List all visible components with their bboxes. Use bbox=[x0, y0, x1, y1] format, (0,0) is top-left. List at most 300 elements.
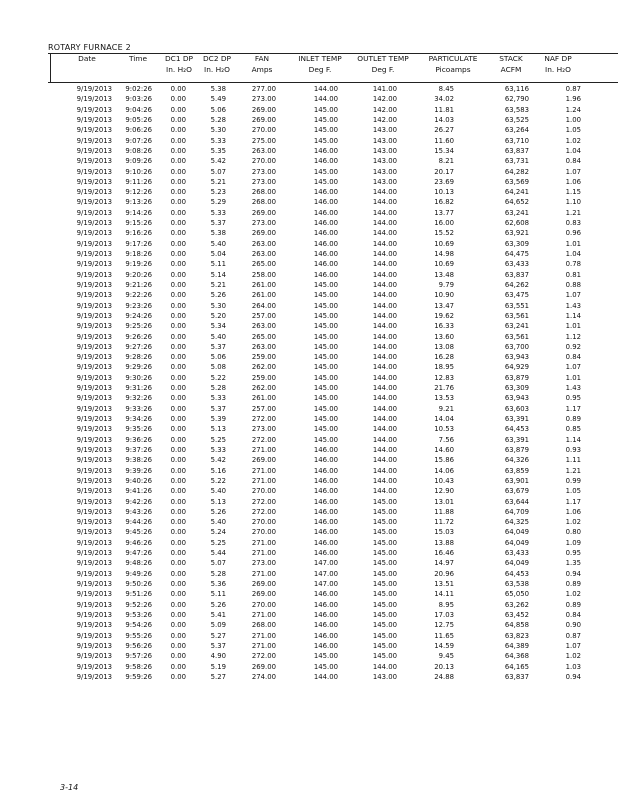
cell-dc2-dp: 5.28 bbox=[210, 115, 226, 124]
cell-particulate: 16.82 bbox=[434, 198, 454, 207]
cell-outlet-temp: 144.00 bbox=[372, 425, 397, 434]
cell-outlet-temp: 143.00 bbox=[372, 136, 397, 145]
table-row bbox=[0, 301, 618, 311]
cell-outlet-temp: 144.00 bbox=[372, 662, 397, 671]
cell-date: 9/19/2013 bbox=[76, 301, 112, 310]
cell-date: 9/19/2013 bbox=[76, 270, 112, 279]
cell-time: 9:35:26 bbox=[125, 425, 152, 434]
cell-date: 9/19/2013 bbox=[76, 332, 112, 341]
cell-date: 9/19/2013 bbox=[76, 188, 112, 197]
cell-stack-acfm: 63,943 bbox=[504, 394, 529, 403]
cell-date: 9/19/2013 bbox=[76, 652, 112, 661]
cell-particulate: 17.03 bbox=[434, 610, 454, 619]
cell-naf-dp: 0.94 bbox=[565, 672, 581, 681]
cell-particulate: 15.52 bbox=[434, 229, 454, 238]
cell-dc1-dp: 0.00 bbox=[170, 311, 186, 320]
cell-dc1-dp: 0.00 bbox=[170, 353, 186, 362]
cell-inlet-temp: 146.00 bbox=[313, 208, 338, 217]
cell-naf-dp: 0.94 bbox=[565, 569, 581, 578]
cell-outlet-temp: 145.00 bbox=[372, 507, 397, 516]
cell-outlet-temp: 144.00 bbox=[372, 250, 397, 258]
cell-dc1-dp: 0.00 bbox=[170, 672, 186, 681]
cell-outlet-temp: 144.00 bbox=[372, 342, 397, 351]
cell-dc2-dp: 5.26 bbox=[210, 600, 226, 609]
cell-time: 9:04:26 bbox=[125, 105, 152, 114]
table-row bbox=[0, 146, 618, 156]
cell-dc1-dp: 0.00 bbox=[170, 559, 186, 568]
cell-dc2-dp: 5.08 bbox=[210, 363, 226, 372]
cell-date: 9/19/2013 bbox=[76, 518, 112, 527]
cell-stack-acfm: 64,858 bbox=[504, 621, 529, 630]
cell-stack-acfm: 63,309 bbox=[504, 384, 529, 393]
cell-date: 9/19/2013 bbox=[76, 559, 112, 568]
table-row bbox=[0, 156, 618, 166]
cell-inlet-temp: 145.00 bbox=[313, 177, 338, 186]
cell-date: 9/19/2013 bbox=[76, 239, 112, 248]
cell-stack-acfm: 64,929 bbox=[504, 363, 529, 372]
cell-outlet-temp: 145.00 bbox=[372, 621, 397, 630]
cell-outlet-temp: 142.00 bbox=[372, 105, 397, 114]
cell-particulate: 11.65 bbox=[434, 631, 454, 640]
cell-dc2-dp: 5.21 bbox=[210, 177, 226, 186]
cell-time: 9:03:26 bbox=[125, 95, 152, 104]
cell-inlet-temp: 146.00 bbox=[313, 641, 338, 650]
cell-naf-dp: 1.01 bbox=[565, 322, 581, 331]
cell-naf-dp: 1.14 bbox=[565, 311, 581, 320]
cell-dc1-dp: 0.00 bbox=[170, 95, 186, 104]
cell-dc1-dp: 0.00 bbox=[170, 466, 186, 475]
cell-particulate: 10.53 bbox=[434, 425, 454, 434]
cell-dc2-dp: 5.30 bbox=[210, 301, 226, 310]
cell-outlet-temp: 144.00 bbox=[372, 291, 397, 300]
cell-dc1-dp: 0.00 bbox=[170, 239, 186, 248]
cell-inlet-temp: 145.00 bbox=[313, 353, 338, 362]
cell-naf-dp: 1.02 bbox=[565, 518, 581, 527]
cell-stack-acfm: 63,262 bbox=[504, 600, 529, 609]
cell-particulate: 21.76 bbox=[434, 384, 454, 393]
cell-naf-dp: 0.89 bbox=[565, 600, 581, 609]
cell-particulate: 10.69 bbox=[434, 260, 454, 269]
cell-naf-dp: 1.43 bbox=[565, 301, 581, 310]
cell-stack-acfm: 63,879 bbox=[504, 445, 529, 454]
cell-outlet-temp: 144.00 bbox=[372, 198, 397, 207]
cell-fan-amps: 273.00 bbox=[251, 167, 276, 176]
cell-date: 9/19/2013 bbox=[76, 177, 112, 186]
cell-inlet-temp: 146.00 bbox=[313, 260, 338, 269]
cell-inlet-temp: 145.00 bbox=[313, 136, 338, 145]
header-fan: FAN Amps bbox=[251, 54, 273, 74]
cell-outlet-temp: 142.00 bbox=[372, 115, 397, 124]
cell-time: 9:31:26 bbox=[125, 384, 152, 393]
cell-date: 9/19/2013 bbox=[76, 126, 112, 135]
cell-outlet-temp: 145.00 bbox=[372, 610, 397, 619]
cell-particulate: 13.53 bbox=[434, 394, 454, 403]
cell-inlet-temp: 146.00 bbox=[313, 507, 338, 516]
cell-naf-dp: 0.95 bbox=[565, 549, 581, 558]
cell-dc2-dp: 5.11 bbox=[210, 260, 226, 269]
cell-date: 9/19/2013 bbox=[76, 394, 112, 403]
cell-dc2-dp: 5.26 bbox=[210, 291, 226, 300]
cell-fan-amps: 257.00 bbox=[251, 311, 276, 320]
cell-date: 9/19/2013 bbox=[76, 631, 112, 640]
cell-date: 9/19/2013 bbox=[76, 476, 112, 485]
cell-date: 9/19/2013 bbox=[76, 95, 112, 104]
cell-stack-acfm: 63,901 bbox=[504, 476, 529, 485]
cell-dc2-dp: 5.24 bbox=[210, 528, 226, 537]
cell-dc2-dp: 5.22 bbox=[210, 476, 226, 485]
cell-inlet-temp: 146.00 bbox=[313, 229, 338, 238]
cell-fan-amps: 261.00 bbox=[251, 394, 276, 403]
cell-stack-acfm: 63,583 bbox=[504, 105, 529, 114]
cell-outlet-temp: 144.00 bbox=[372, 476, 397, 485]
cell-date: 9/19/2013 bbox=[76, 415, 112, 423]
cell-outlet-temp: 144.00 bbox=[372, 301, 397, 310]
cell-inlet-temp: 145.00 bbox=[313, 332, 338, 341]
cell-dc2-dp: 5.06 bbox=[210, 105, 226, 114]
cell-naf-dp: 1.02 bbox=[565, 652, 581, 661]
cell-particulate: 13.47 bbox=[434, 301, 454, 310]
cell-inlet-temp: 145.00 bbox=[313, 435, 338, 444]
cell-fan-amps: 271.00 bbox=[251, 466, 276, 475]
cell-dc2-dp: 5.42 bbox=[210, 456, 226, 465]
cell-inlet-temp: 145.00 bbox=[313, 301, 338, 310]
table-row bbox=[0, 125, 618, 135]
cell-inlet-temp: 145.00 bbox=[313, 291, 338, 300]
cell-stack-acfm: 64,389 bbox=[504, 641, 529, 650]
cell-naf-dp: 1.15 bbox=[565, 188, 581, 197]
cell-inlet-temp: 146.00 bbox=[313, 487, 338, 496]
cell-outlet-temp: 144.00 bbox=[372, 394, 397, 403]
cell-fan-amps: 262.00 bbox=[251, 384, 276, 393]
table-row bbox=[0, 507, 618, 517]
cell-date: 9/19/2013 bbox=[76, 146, 112, 155]
cell-inlet-temp: 145.00 bbox=[313, 652, 338, 661]
cell-time: 9:50:26 bbox=[125, 580, 152, 588]
table-row bbox=[0, 352, 618, 362]
cell-stack-acfm: 63,391 bbox=[504, 435, 529, 444]
cell-outlet-temp: 143.00 bbox=[372, 167, 397, 176]
cell-fan-amps: 271.00 bbox=[251, 610, 276, 619]
cell-fan-amps: 271.00 bbox=[251, 631, 276, 640]
cell-particulate: 19.62 bbox=[434, 311, 454, 320]
cell-naf-dp: 1.07 bbox=[565, 363, 581, 372]
cell-dc2-dp: 5.40 bbox=[210, 518, 226, 527]
cell-date: 9/19/2013 bbox=[76, 600, 112, 609]
cell-stack-acfm: 63,433 bbox=[504, 260, 529, 269]
cell-date: 9/19/2013 bbox=[76, 435, 112, 444]
cell-stack-acfm: 63,700 bbox=[504, 342, 529, 351]
cell-dc1-dp: 0.00 bbox=[170, 332, 186, 341]
cell-time: 9:40:26 bbox=[125, 476, 152, 485]
cell-stack-acfm: 63,731 bbox=[504, 157, 529, 166]
cell-dc1-dp: 0.00 bbox=[170, 250, 186, 258]
cell-outlet-temp: 142.00 bbox=[372, 95, 397, 104]
cell-fan-amps: 264.00 bbox=[251, 301, 276, 310]
cell-stack-acfm: 63,391 bbox=[504, 415, 529, 423]
cell-time: 9:47:26 bbox=[125, 549, 152, 558]
cell-date: 9/19/2013 bbox=[76, 105, 112, 114]
cell-naf-dp: 0.89 bbox=[565, 580, 581, 588]
cell-inlet-temp: 146.00 bbox=[313, 219, 338, 228]
cell-time: 9:28:26 bbox=[125, 353, 152, 362]
cell-stack-acfm: 63,921 bbox=[504, 229, 529, 238]
cell-stack-acfm: 63,837 bbox=[504, 672, 529, 681]
table-row bbox=[0, 579, 618, 589]
cell-naf-dp: 1.02 bbox=[565, 590, 581, 599]
cell-naf-dp: 1.04 bbox=[565, 250, 581, 258]
cell-time: 9:48:26 bbox=[125, 559, 152, 568]
cell-dc1-dp: 0.00 bbox=[170, 229, 186, 238]
cell-naf-dp: 0.83 bbox=[565, 219, 581, 228]
cell-dc1-dp: 0.00 bbox=[170, 590, 186, 599]
cell-dc1-dp: 0.00 bbox=[170, 610, 186, 619]
cell-fan-amps: 269.00 bbox=[251, 662, 276, 671]
cell-outlet-temp: 144.00 bbox=[372, 384, 397, 393]
cell-stack-acfm: 64,049 bbox=[504, 559, 529, 568]
cell-outlet-temp: 144.00 bbox=[372, 208, 397, 217]
cell-inlet-temp: 145.00 bbox=[313, 322, 338, 331]
cell-particulate: 14.04 bbox=[434, 415, 454, 423]
cell-stack-acfm: 64,475 bbox=[504, 250, 529, 258]
cell-dc2-dp: 5.35 bbox=[210, 146, 226, 155]
cell-fan-amps: 271.00 bbox=[251, 641, 276, 650]
cell-naf-dp: 1.06 bbox=[565, 507, 581, 516]
cell-fan-amps: 270.00 bbox=[251, 600, 276, 609]
cell-dc1-dp: 0.00 bbox=[170, 569, 186, 578]
cell-inlet-temp: 145.00 bbox=[313, 415, 338, 423]
cell-outlet-temp: 144.00 bbox=[372, 404, 397, 413]
cell-particulate: 11.72 bbox=[434, 518, 454, 527]
cell-time: 9:56:26 bbox=[125, 641, 152, 650]
cell-time: 9:15:26 bbox=[125, 219, 152, 228]
cell-date: 9/19/2013 bbox=[76, 384, 112, 393]
table-row bbox=[0, 321, 618, 331]
cell-fan-amps: 269.00 bbox=[251, 115, 276, 124]
cell-naf-dp: 1.01 bbox=[565, 373, 581, 382]
cell-particulate: 12.83 bbox=[434, 373, 454, 382]
cell-time: 9:11:26 bbox=[125, 177, 152, 186]
cell-time: 9:02:26 bbox=[125, 85, 152, 93]
cell-naf-dp: 0.93 bbox=[565, 445, 581, 454]
cell-date: 9/19/2013 bbox=[76, 85, 112, 93]
cell-outlet-temp: 144.00 bbox=[372, 435, 397, 444]
cell-outlet-temp: 143.00 bbox=[372, 177, 397, 186]
cell-dc2-dp: 5.37 bbox=[210, 342, 226, 351]
cell-outlet-temp: 144.00 bbox=[372, 270, 397, 279]
table-row bbox=[0, 435, 618, 445]
cell-outlet-temp: 144.00 bbox=[372, 363, 397, 372]
cell-fan-amps: 258.00 bbox=[251, 270, 276, 279]
table-row bbox=[0, 641, 618, 651]
cell-naf-dp: 1.01 bbox=[565, 239, 581, 248]
cell-particulate: 9.79 bbox=[438, 280, 454, 289]
cell-time: 9:58:26 bbox=[125, 662, 152, 671]
table-row bbox=[0, 455, 618, 465]
cell-naf-dp: 1.12 bbox=[565, 332, 581, 341]
cell-outlet-temp: 144.00 bbox=[372, 353, 397, 362]
cell-dc2-dp: 5.49 bbox=[210, 95, 226, 104]
cell-stack-acfm: 63,475 bbox=[504, 291, 529, 300]
header-inlet-temp: INLET TEMP Deg F. bbox=[298, 54, 342, 74]
cell-inlet-temp: 147.00 bbox=[313, 569, 338, 578]
cell-time: 9:59:26 bbox=[125, 672, 152, 681]
cell-dc1-dp: 0.00 bbox=[170, 105, 186, 114]
cell-outlet-temp: 145.00 bbox=[372, 497, 397, 506]
cell-date: 9/19/2013 bbox=[76, 404, 112, 413]
cell-dc1-dp: 0.00 bbox=[170, 538, 186, 547]
page-note: 3-14 bbox=[60, 783, 79, 792]
table-row bbox=[0, 610, 618, 620]
cell-particulate: 23.69 bbox=[434, 177, 454, 186]
cell-stack-acfm: 63,241 bbox=[504, 208, 529, 217]
table-row bbox=[0, 486, 618, 496]
cell-particulate: 13.51 bbox=[434, 580, 454, 588]
cell-particulate: 10.69 bbox=[434, 239, 454, 248]
cell-time: 9:32:26 bbox=[125, 394, 152, 403]
cell-naf-dp: 1.43 bbox=[565, 384, 581, 393]
cell-particulate: 14.06 bbox=[434, 466, 454, 475]
cell-dc2-dp: 5.41 bbox=[210, 610, 226, 619]
cell-fan-amps: 273.00 bbox=[251, 559, 276, 568]
cell-inlet-temp: 146.00 bbox=[313, 466, 338, 475]
cell-stack-acfm: 64,453 bbox=[504, 569, 529, 578]
cell-time: 9:22:26 bbox=[125, 291, 152, 300]
cell-particulate: 15.86 bbox=[434, 456, 454, 465]
cell-date: 9/19/2013 bbox=[76, 291, 112, 300]
cell-naf-dp: 0.85 bbox=[565, 425, 581, 434]
cell-dc2-dp: 5.20 bbox=[210, 311, 226, 320]
cell-naf-dp: 0.87 bbox=[565, 85, 581, 93]
cell-date: 9/19/2013 bbox=[76, 115, 112, 124]
cell-dc1-dp: 0.00 bbox=[170, 301, 186, 310]
cell-date: 9/19/2013 bbox=[76, 487, 112, 496]
cell-stack-acfm: 64,325 bbox=[504, 518, 529, 527]
cell-time: 9:45:26 bbox=[125, 528, 152, 537]
cell-dc2-dp: 5.07 bbox=[210, 167, 226, 176]
cell-particulate: 13.77 bbox=[434, 208, 454, 217]
cell-time: 9:18:26 bbox=[125, 250, 152, 258]
cell-particulate: 34.02 bbox=[434, 95, 454, 104]
cell-stack-acfm: 63,644 bbox=[504, 497, 529, 506]
cell-dc2-dp: 5.25 bbox=[210, 435, 226, 444]
cell-time: 9:46:26 bbox=[125, 538, 152, 547]
cell-dc1-dp: 0.00 bbox=[170, 476, 186, 485]
cell-dc1-dp: 0.00 bbox=[170, 641, 186, 650]
table-row bbox=[0, 424, 618, 434]
cell-particulate: 18.95 bbox=[434, 363, 454, 372]
cell-dc2-dp: 5.07 bbox=[210, 559, 226, 568]
cell-naf-dp: 1.96 bbox=[565, 95, 581, 104]
cell-date: 9/19/2013 bbox=[76, 322, 112, 331]
cell-particulate: 8.95 bbox=[438, 600, 454, 609]
cell-dc2-dp: 5.42 bbox=[210, 157, 226, 166]
cell-outlet-temp: 144.00 bbox=[372, 229, 397, 238]
cell-inlet-temp: 145.00 bbox=[313, 363, 338, 372]
cell-naf-dp: 0.80 bbox=[565, 528, 581, 537]
cell-dc1-dp: 0.00 bbox=[170, 404, 186, 413]
cell-fan-amps: 269.00 bbox=[251, 208, 276, 217]
cell-dc2-dp: 5.13 bbox=[210, 497, 226, 506]
cell-time: 9:17:26 bbox=[125, 239, 152, 248]
cell-date: 9/19/2013 bbox=[76, 528, 112, 537]
cell-inlet-temp: 145.00 bbox=[313, 311, 338, 320]
cell-time: 9:49:26 bbox=[125, 569, 152, 578]
cell-date: 9/19/2013 bbox=[76, 456, 112, 465]
table-row bbox=[0, 538, 618, 548]
cell-particulate: 8.45 bbox=[438, 85, 454, 93]
cell-date: 9/19/2013 bbox=[76, 641, 112, 650]
cell-time: 9:52:26 bbox=[125, 600, 152, 609]
cell-particulate: 14.59 bbox=[434, 641, 454, 650]
cell-fan-amps: 268.00 bbox=[251, 198, 276, 207]
cell-outlet-temp: 144.00 bbox=[372, 188, 397, 197]
cell-dc1-dp: 0.00 bbox=[170, 260, 186, 269]
cell-date: 9/19/2013 bbox=[76, 250, 112, 258]
table-row bbox=[0, 466, 618, 476]
table-row bbox=[0, 558, 618, 568]
cell-particulate: 16.28 bbox=[434, 353, 454, 362]
table-row bbox=[0, 517, 618, 527]
cell-fan-amps: 270.00 bbox=[251, 487, 276, 496]
cell-time: 9:19:26 bbox=[125, 260, 152, 269]
cell-dc2-dp: 5.30 bbox=[210, 126, 226, 135]
cell-dc2-dp: 5.21 bbox=[210, 280, 226, 289]
cell-stack-acfm: 63,241 bbox=[504, 322, 529, 331]
cell-date: 9/19/2013 bbox=[76, 549, 112, 558]
cell-particulate: 14.03 bbox=[434, 115, 454, 124]
cell-dc1-dp: 0.00 bbox=[170, 342, 186, 351]
cell-time: 9:30:26 bbox=[125, 373, 152, 382]
table-row bbox=[0, 497, 618, 507]
cell-time: 9:51:26 bbox=[125, 590, 152, 599]
table-row bbox=[0, 589, 618, 599]
cell-outlet-temp: 143.00 bbox=[372, 157, 397, 166]
cell-time: 9:14:26 bbox=[125, 208, 152, 217]
cell-stack-acfm: 63,433 bbox=[504, 549, 529, 558]
cell-fan-amps: 272.00 bbox=[251, 652, 276, 661]
cell-dc1-dp: 0.00 bbox=[170, 600, 186, 609]
cell-inlet-temp: 145.00 bbox=[313, 167, 338, 176]
cell-inlet-temp: 146.00 bbox=[313, 631, 338, 640]
cell-dc1-dp: 0.00 bbox=[170, 270, 186, 279]
cell-date: 9/19/2013 bbox=[76, 280, 112, 289]
cell-fan-amps: 259.00 bbox=[251, 353, 276, 362]
cell-naf-dp: 1.21 bbox=[565, 466, 581, 475]
cell-time: 9:39:26 bbox=[125, 466, 152, 475]
cell-date: 9/19/2013 bbox=[76, 353, 112, 362]
cell-stack-acfm: 63,569 bbox=[504, 177, 529, 186]
cell-outlet-temp: 144.00 bbox=[372, 487, 397, 496]
cell-stack-acfm: 64,652 bbox=[504, 198, 529, 207]
cell-stack-acfm: 63,525 bbox=[504, 115, 529, 124]
cell-date: 9/19/2013 bbox=[76, 662, 112, 671]
cell-time: 9:06:26 bbox=[125, 126, 152, 135]
cell-dc1-dp: 0.00 bbox=[170, 208, 186, 217]
cell-fan-amps: 272.00 bbox=[251, 435, 276, 444]
cell-particulate: 9.21 bbox=[438, 404, 454, 413]
cell-dc1-dp: 0.00 bbox=[170, 507, 186, 516]
cell-date: 9/19/2013 bbox=[76, 157, 112, 166]
cell-dc2-dp: 5.40 bbox=[210, 332, 226, 341]
cell-inlet-temp: 146.00 bbox=[313, 600, 338, 609]
cell-date: 9/19/2013 bbox=[76, 219, 112, 228]
cell-outlet-temp: 144.00 bbox=[372, 280, 397, 289]
cell-stack-acfm: 63,679 bbox=[504, 487, 529, 496]
cell-time: 9:09:26 bbox=[125, 157, 152, 166]
header-left-rule bbox=[50, 53, 51, 83]
cell-outlet-temp: 145.00 bbox=[372, 528, 397, 537]
cell-dc2-dp: 5.37 bbox=[210, 404, 226, 413]
